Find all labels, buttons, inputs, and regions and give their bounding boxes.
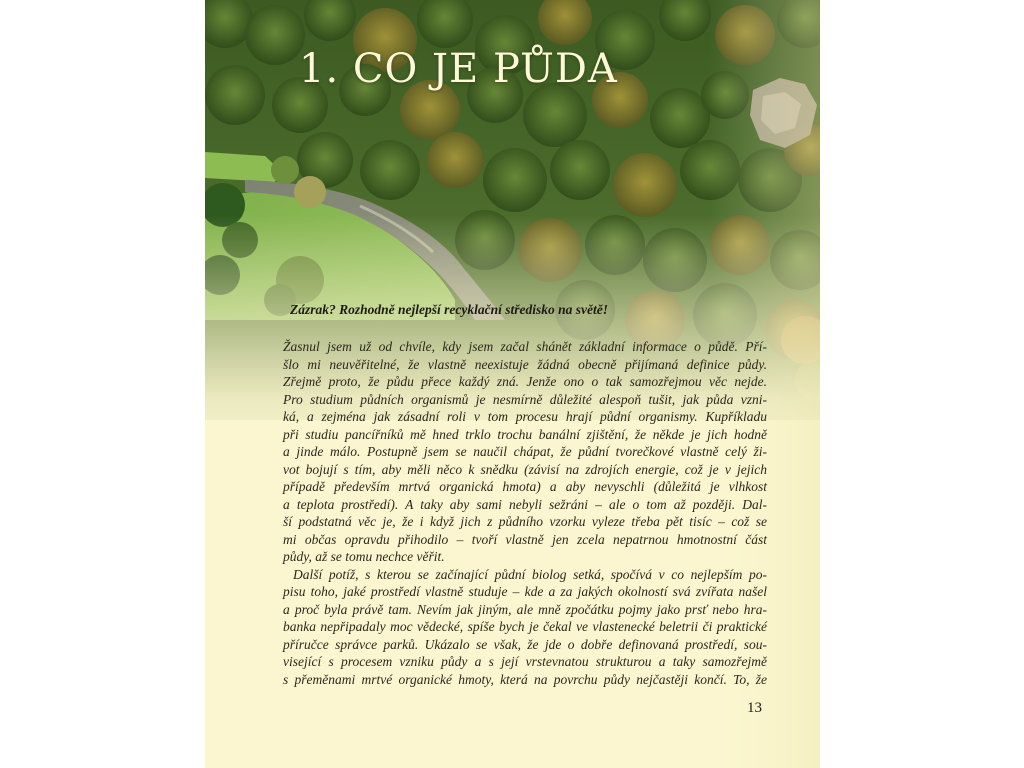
text-line: případě především mrtvá organická hmota) a aby nevyschli (důležitá je vlhkost <box>283 479 767 494</box>
text-line: Pro studium půdních organismů je nesmírně důležité alespoň tušit, jak půda vzni- <box>283 391 767 407</box>
text-line: Další potíž, s kterou se začínající půdní biolog setká, spočívá v co nejlepším po- <box>293 566 767 582</box>
text-line: vot bojují s tím, aby měli něco k snědku (závisí na zdrojích energie, což je v jejich <box>283 461 767 477</box>
text-line: Zřejmě proto, že půdu přece každý zná. Jenže ono o tak samozřejmou věc nejde. <box>283 374 767 389</box>
text-line: ší podstatná věc je, že i když jich z půdního vzorku vyleze třeba pět tisíc – což se <box>283 514 767 529</box>
chapter-title: 1. CO JE PŮDA <box>299 46 618 92</box>
text-line: šlo mi neuvěřitelné, že vlastně neexistuje žádná obecně přijímaná definice půdy. <box>283 356 767 372</box>
text-line: a jinde málo. Postupně jsem se naučil chápat, že půdní tvorečkové vlastně celý ži- <box>283 444 767 459</box>
text-line: visející s procesem vzniku půdy a s její vrstevnatou strukturou a taky samozřejmě <box>283 654 767 669</box>
text-line: půdy, až se tomu nechce věřit. <box>283 549 445 564</box>
text-line: a teplota prostředí). A taky aby sami nebyli sežráni – ale o tom až později. Dal- <box>283 496 767 512</box>
text-line: příručce správce parků. Ukázalo se však, že jde o dobře definovaná prostředí, sou- <box>283 636 767 652</box>
text-line: pisu toho, jaké prostředí vlastně studuje – kde a za jakých okolností svá zvířata našel <box>283 584 767 599</box>
text-line: banka nepřipadaly moc vědecké, spíše bych je čekal ve vlastenecké beletrii či praktické <box>283 619 767 634</box>
chapter-subtitle: Zázrak? Rozhodně nejlepší recyklační středisko na světě! <box>290 302 608 317</box>
text-line: a proč byla právě tam. Nevím jak jiným, ale mně zpočátku pojmy jako prsť nebo hra- <box>283 601 767 617</box>
page-number: 13 <box>747 700 762 716</box>
text-line: ká, a zejména jak zásadní roli v tom procesu hrají půdní organismy. Kupříkladu <box>283 409 767 424</box>
book-page <box>205 0 820 768</box>
text-line: při studiu pancířníků mě hned trklo trochu banální zjištění, že někde je jich hodně <box>283 426 767 442</box>
text-line: mi občas opravdu přihodilo – tvoří vlastně jen zcela nepatrnou hmotnostní část <box>283 531 767 547</box>
text-line: Žasnul jsem už od chvíle, kdy jsem začal shánět základní informace o půdě. Pří- <box>283 339 767 354</box>
text-line: s přeměnami mrtvé organické hmoty, která na povrchu půdy nejčastěji končí. To, že <box>283 671 767 687</box>
body-text <box>283 338 767 688</box>
